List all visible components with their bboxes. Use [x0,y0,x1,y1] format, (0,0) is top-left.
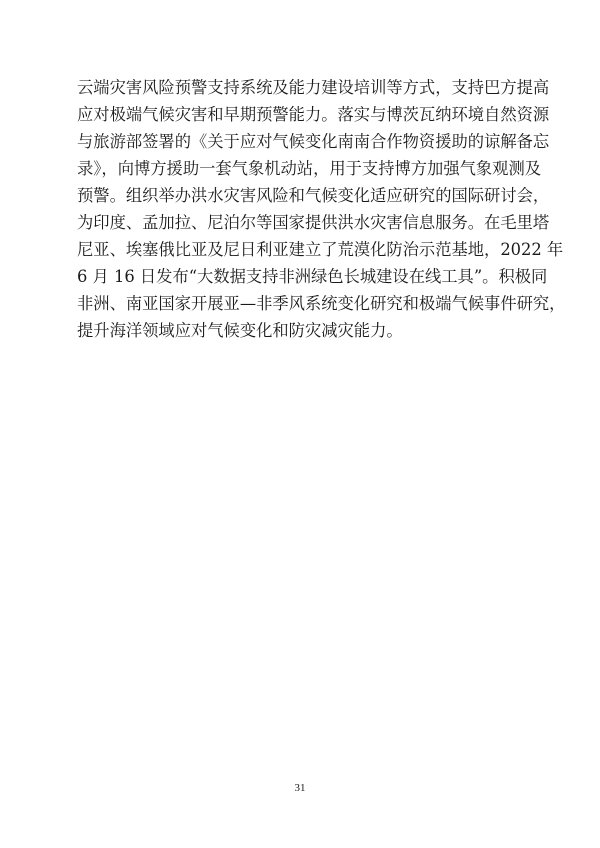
paragraph-line: 录》，向博方援助一套气象机动站，用于支持博方加强气象观测及 [77,159,542,178]
paragraph-line: 6 月 16 日发布“大数据支持非洲绿色长城建设在线工具”。积极同 [77,267,548,286]
paragraph-line: 为印度、孟加拉、尼泊尔等国家提供洪水灾害信息服务。在毛里塔 [77,213,550,232]
paragraph-line: 应对极端气候灾害和早期预警能力。落实与博茨瓦纳环境自然资源 [77,105,550,124]
paragraph-line: 云端灾害风险预警支持系统及能力建设培训等方式，支持巴方提高 [77,78,550,97]
paragraph-line: 与旅游部签署的《关于应对气候变化南南合作物资援助的谅解备忘 [77,132,550,151]
page-number: 31 [294,782,306,794]
paragraph-line: 尼亚、埃塞俄比亚及尼日利亚建立了荒漠化防治示范基地，2022 年 [77,240,564,259]
paragraph-line: 提升海洋领域应对气候变化和防灾减灾能力。 [77,321,403,340]
paragraph-line: 非洲、南亚国家开展亚—非季风系统变化研究和极端气候事件研究， [77,294,566,313]
paragraph-line: 预警。组织举办洪水灾害风险和气候变化适应研究的国际研讨会， [77,186,550,205]
